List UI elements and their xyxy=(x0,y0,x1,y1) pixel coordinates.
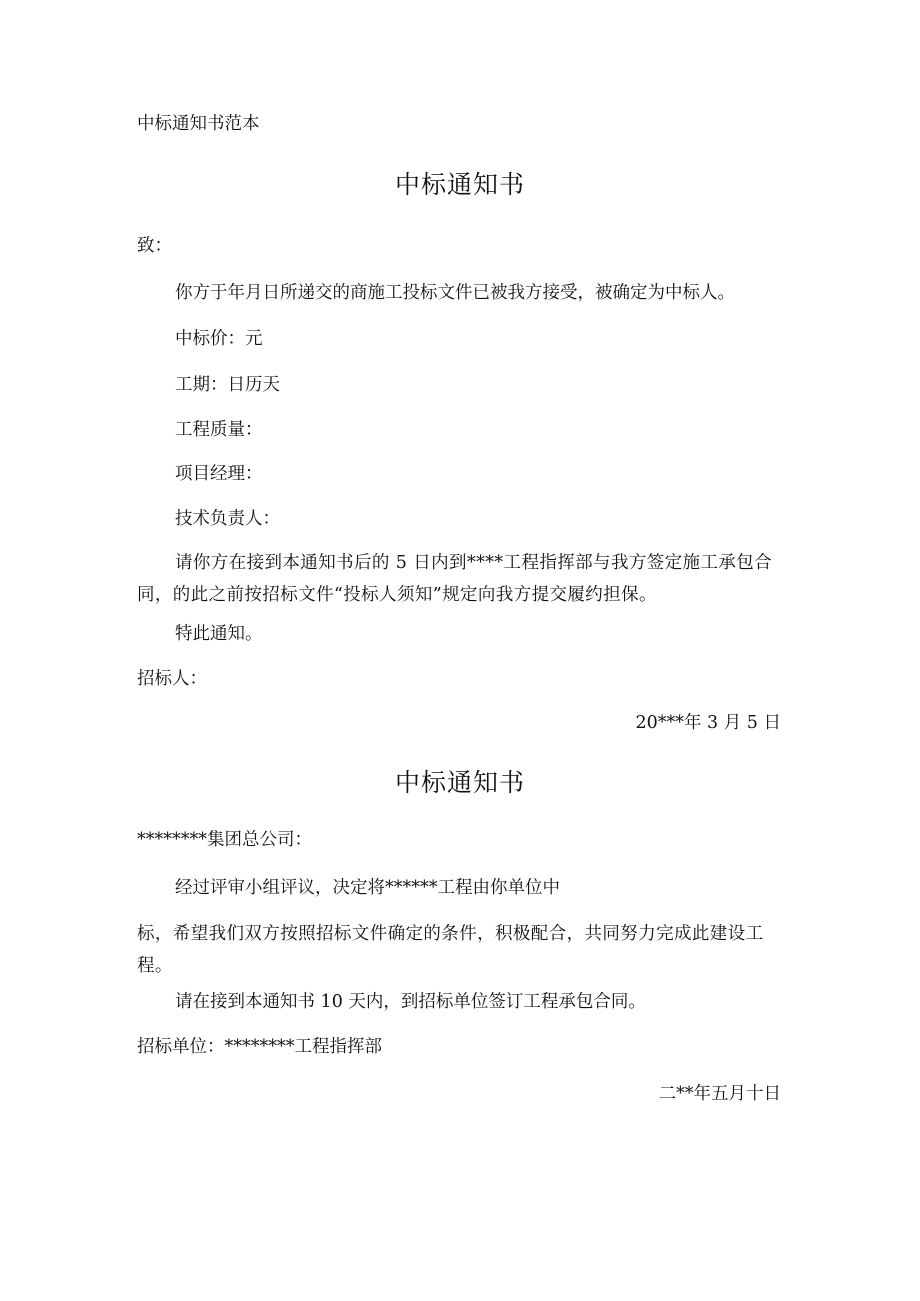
notice1-tenderer: 招标人： xyxy=(137,669,207,689)
notice1-quality: 工程质量： xyxy=(175,420,263,440)
notice2-recipient: ********集团总公司： xyxy=(137,830,312,850)
notice2-instruction: 请在接到本通知书 10 天内，到招标单位签订工程承包合同。 xyxy=(175,992,646,1012)
notice2-date: 二**年五月十日 xyxy=(658,1084,781,1104)
notice1-contract-paragraph xyxy=(137,547,777,611)
notice2-tender-unit: 招标单位：********工程指挥部 xyxy=(137,1037,382,1057)
notice2-paragraph-start: 经过评审小组评议，决定将******工程由你单位中 xyxy=(175,878,560,898)
notice1-period: 工期：日历天 xyxy=(175,375,280,395)
document-heading: 中标通知书范本 xyxy=(137,114,260,134)
notice1-recipient: 致： xyxy=(137,236,172,256)
notice1-tech-lead: 技术负责人： xyxy=(175,509,280,529)
notice2-paragraph-cont: 标，希望我们双方按照招标文件确定的条件，积极配合，共同努力完成此建设工程。 xyxy=(137,924,764,976)
notice1-date: 20***年 3 月 5 日 xyxy=(635,713,781,733)
notice1-closing: 特此通知。 xyxy=(175,624,263,644)
notice1-title: 中标通知书 xyxy=(394,170,525,199)
notice2-title: 中标通知书 xyxy=(394,768,525,797)
notice1-price: 中标价：元 xyxy=(175,329,263,349)
notice1-paragraph: 你方于年月日所递交的商施工投标文件已被我方接受，被确定为中标人。 xyxy=(175,283,735,303)
notice1-contract-text: 请你方在接到本通知书后的 5 日内到****工程指挥部与我方签定施工承包合同，的此之前按招标文件“投标人须知”规定向我方提交履约担保。 xyxy=(137,553,773,605)
notice1-manager: 项目经理： xyxy=(175,464,263,484)
